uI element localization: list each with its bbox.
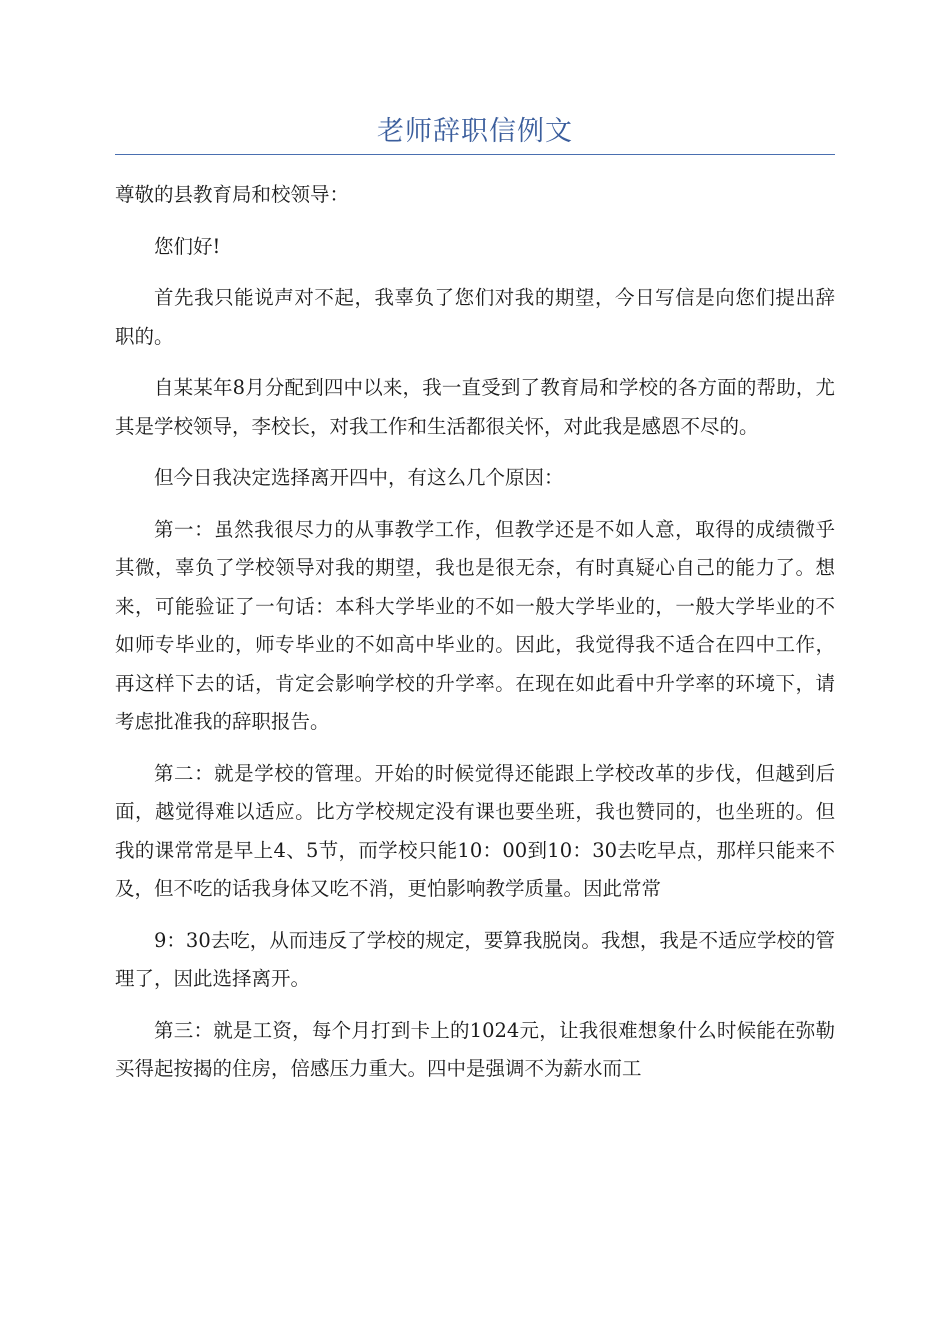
paragraph-reason-3: 第三：就是工资，每个月打到卡上的1024元，让我很难想象什么时候能在弥勒买得起按揭的住房，倍感压力重大。四中是强调不为薪水而工 xyxy=(115,1018,835,1080)
paragraph-reasons-intro: 但今日我决定选择离开四中，有这么几个原因： xyxy=(154,466,564,489)
paragraph-gratitude: 自某某年8月分配到四中以来，我一直受到了教育局和学校的各方面的帮助，尤其是学校领导，李校长，对我工作和生活都很关怀，对此我是感恩不尽的。 xyxy=(115,376,835,438)
paragraph-reason-2-cont: 9：30去吃，从而违反了学校的规定，要算我脱岗。我想，我是不适应学校的管理了，因此选择离开。 xyxy=(115,928,835,990)
document-body xyxy=(115,176,835,1102)
salutation: 尊敬的县教育局和校领导： xyxy=(115,183,350,206)
paragraph-reason-2: 第二：就是学校的管理。开始的时候觉得还能跟上学校改革的步伐，但越到后面，越觉得难以适应。比方学校规定没有课也要坐班，我也赞同的，也坐班的。但我的课常常是早上4、5节，而学校只能10：00到10：30去吃早点，那样只能来不及，但不吃的话我身体又吃不消，更怕影响教学质量。因此常常 xyxy=(115,761,835,900)
title-underline xyxy=(115,154,835,155)
paragraph-greeting: 您们好! xyxy=(154,234,221,258)
document-title: 老师辞职信例文 xyxy=(377,116,573,147)
paragraph-reason-1: 第一：虽然我很尽力的从事教学工作，但教学还是不如人意，取得的成绩微乎其微，辜负了学校领导对我的期望，我也是很无奈，有时真疑心自己的能力了。想来，可能验证了一句话：本科大学毕业的不如一般大学毕业的，一般大学毕业的不如师专毕业的，师专毕业的不如高中毕业的。因此，我觉得我不适合在四中工作，再这样下去的话，肯定会影响学校的升学率。在现在如此看中升学率的环境下，请考虑批准我的辞职报告。 xyxy=(115,517,835,733)
paragraph-apology: 首先我只能说声对不起，我辜负了您们对我的期望，今日写信是向您们提出辞职的。 xyxy=(115,286,835,348)
